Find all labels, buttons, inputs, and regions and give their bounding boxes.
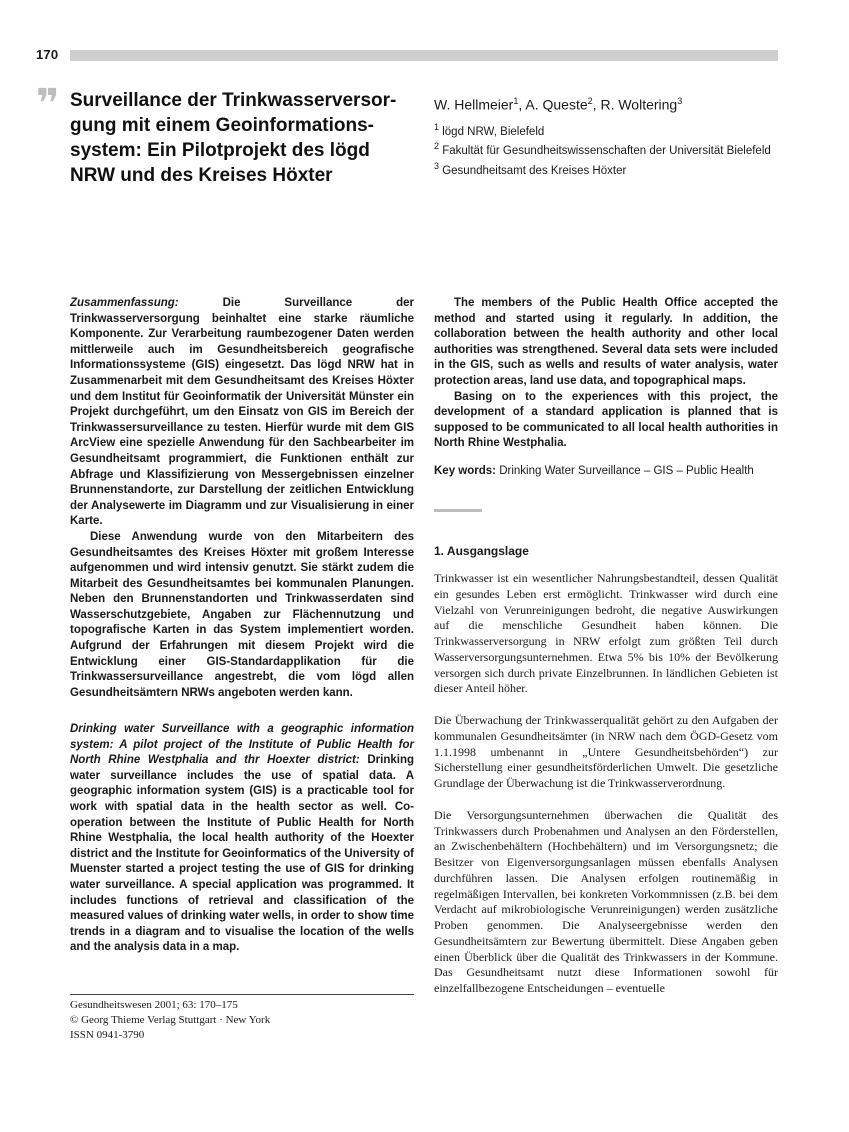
page-number: 170	[36, 47, 59, 62]
abstract-label: Drinking water Surveillance with a geographic information system: A pilot project of the Institute of Public Health for North Rhine Westphalia and thr Hoexter district:	[70, 723, 414, 767]
author-sup: 2	[587, 96, 593, 106]
journal-citation: Gesundheitswesen 2001; 63: 170–175	[70, 999, 238, 1011]
affiliation-sup: 1	[434, 121, 440, 132]
footer	[70, 998, 414, 1043]
keywords-label: Key words:	[434, 465, 496, 477]
keywords-text: Drinking Water Surveillance – GIS – Public Health	[496, 465, 754, 477]
section-body	[434, 571, 778, 997]
affiliation-sup: 2	[434, 141, 440, 152]
author-name: A. Queste	[525, 96, 588, 113]
author-sup: 1	[513, 96, 519, 106]
author-name: R. Woltering	[600, 96, 678, 113]
author-sup: 3	[677, 96, 683, 106]
header-bar	[70, 50, 778, 61]
affiliation	[434, 159, 779, 179]
issn: ISSN 0941-3790	[70, 1029, 145, 1041]
affiliation-sup: 3	[434, 161, 440, 172]
abstract-paragraph: Basing on to the experiences with this project, the development of a standard application is planned that is supposed to be communicated to all local health authorities in North Rhine Westphalia.	[434, 390, 778, 450]
abstract-english	[70, 722, 414, 956]
body-paragraph: Trinkwasser ist ein wesentlicher Nahrungsbestandteil, dessen Qualität ein gesundes Leben erst ermöglicht. Trinkwasser wird durch eine Vielzahl von Verunreinigungen bedroht, die negative Auswirkungen auf die menschliche Gesundheit haben können. Die Trinkwasserversorgung in NRW erfolgt zum größten Teil durch Wasserversorgungsunternehmen. Etwa 5% bis 10% der Bevölkerung versorgen sich durch private Einzelbrunnen. In ländlichen Gebieten ist dieser Anteil höher.	[434, 571, 778, 696]
author-list	[434, 92, 779, 114]
author-name: W. Hellmeier	[434, 96, 514, 113]
abstract-english-continued	[434, 296, 778, 452]
abstract-text: Die Surveillance der Trinkwasserversorgung beinhaltet eine starke räumliche Komponente. Zur Verarbeitung raumbezogener Daten werden mittlerweile auch im Gesundheitsbereich geografische Informationssysteme (GIS) eingesetzt. Das lögd NRW hat in Zusammenarbeit mit dem Gesundheitsamt des Kreises Höxter und dem Institut für Geoinformatik der Universität Münster ein Projekt durchgeführt, um den Einsatz von GIS im Bereich der Trinkwassersurveillance zu testen. Hierfür wurde mit dem GIS ArcView eine spezielle Anwendung für den Sachbearbeiter im Gesundheitsamt programmiert, die Funktionen enthält zur Abfrage und Klassifizierung von Messergebnissen einzelner Brunnenstandorte, zur Darstellung der zeitlichen Entwicklung der Analysewerte im Diagramm und zur Visualisierung in einer Karte.	[70, 297, 414, 528]
abstract-text: Drinking water surveillance includes the use of spatial data. A geographic information system (GIS) is a practicable tool for work with spatial data in the health sector as well. Co-operation between the Institute of Public Health for North Rhine Westphalia, the local health authority of the Hoexter district and the Institute for Geoinformatics of the University of Muenster started a project testing the use of GIS for drinking water surveillance. A special application was programmed. It includes functions of retrieval and classification of the measured values of drinking water wells, in order to show time trends in a diagram and to visualise the location of the wells and the analysis data in a map.	[70, 754, 414, 954]
keywords-divider	[434, 509, 482, 512]
author-separator: ,	[518, 96, 526, 113]
abstract-paragraph	[70, 722, 414, 956]
body-paragraph: Die Überwachung der Trinkwasserqualität gehört zu den Aufgaben der kommunalen Gesundheitsämter (in NRW nach dem ÖGD-Gesetz vom 1.1.1998 umbenannt in „Untere Gesundheitsbehörden“) zur Sicherstellung einer gesundheitsförderlichen Umwelt. Die gesetzliche Grundlage der Überwachung ist die Trinkwasserverordnung.	[434, 713, 778, 790]
affiliation	[434, 139, 779, 159]
abstract-paragraph	[70, 296, 414, 530]
quote-mark-icon: ❞	[36, 82, 54, 126]
abstract-paragraph: The members of the Public Health Office accepted the method and started using it regularly. In addition, the collaboration between the health authority and other local authorities was strengthened. Several data sets were included in the GIS, such as wells and results of water analysis, water protection areas, land use data, and topographical maps.	[434, 297, 778, 387]
affiliation-text: lögd NRW, Bielefeld	[442, 125, 545, 138]
keywords	[434, 464, 778, 480]
affiliation-text: Fakultät für Gesundheitswissenschaften der Universität Bielefeld	[442, 145, 771, 158]
abstract-german	[70, 296, 414, 701]
author-block	[434, 92, 779, 179]
article-title: Surveillance der Trinkwasserversor- gung mit einem Geoinformations- system: Ein Pilotprojekt des lögd NRW und des Kreises Höxter	[70, 90, 397, 186]
affiliation	[434, 120, 779, 140]
body-paragraph: Die Versorgungsunternehmen überwachen die Qualität des Trinkwassers durch Probenahmen und Analysen an den Förderstellen, an Zwischenbehältern (Hochbehältern) und im Versorgungsnetz; die Besitzer von Eigenversorgungsanlagen müssen ebenfalls Analysen durchführen lassen. Die Analysen erfolgen routinemäßig in regelmäßigen Intervallen, bei konkreten Vorkommnissen (z.B. bei dem Verdacht auf mikrobiologische Verunreinigungen) werden zusätzliche Proben genommen. Die Analyseergebnisse werden den Gesundheitsämtern zur Bewertung übermittelt. Diese Angaben geben einen Überblick über die Qualität des Trinkwassers in der Kommune. Das Gesundheitsamt nutzt diese Informationen sowohl für einzelfallbezogene Entscheidungen – eventuelle	[434, 807, 778, 995]
footer-divider	[70, 994, 414, 995]
affiliation-text: Gesundheitsamt des Kreises Höxter	[442, 165, 627, 178]
abstract-paragraph: Diese Anwendung wurde von den Mitarbeitern des Gesundheitsamtes des Kreises Höxter mit großem Interesse aufgenommen und wird intensiv genutzt. Sie stärkt zudem die Mitarbeit des Gesundheitsamtes bei kommunalen Planungen. Neben den Brunnenstandorten und Trinkwasserdaten sind Wasserschutzgebiete, Angaben zur Flächennutzung und topografische Karten in das System implementiert worden. Aufgrund der Erfahrungen mit diesem Projekt wird die Entwicklung einer GIS-Standardapplikation für die Trinkwassersurveillance angestrebt, die vom lögd allen Gesundheitsämtern NRWs angeboten werden kann.	[70, 530, 414, 699]
publisher: © Georg Thieme Verlag Stuttgart · New York	[70, 1014, 271, 1026]
abstract-label: Zusammenfassung:	[70, 297, 179, 309]
author-separator: ,	[592, 96, 601, 113]
section-heading: 1. Ausgangslage	[434, 544, 529, 558]
